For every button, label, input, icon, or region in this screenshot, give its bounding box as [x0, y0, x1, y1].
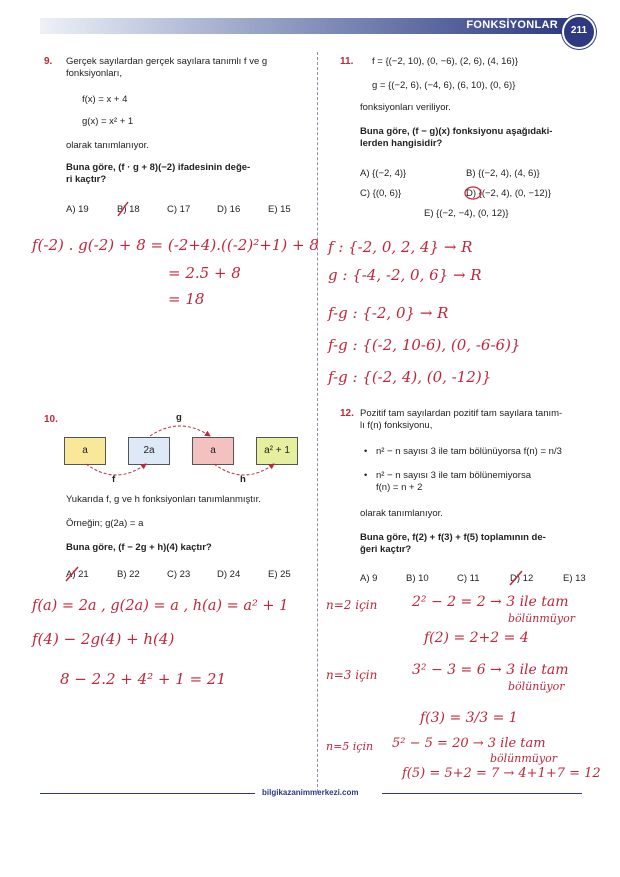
q10-arrow-g: [150, 426, 210, 436]
q11-ask1: Buna göre, (f − g)(x) fonksiyonu aşağıdaki-: [360, 126, 553, 137]
q9-handwriting-2: = 2.5 + 8: [168, 264, 241, 282]
q11-option-b[interactable]: B) {(−2, 4), (4, 6)}: [466, 168, 540, 179]
q11-g-def: g = {(−2, 6), (−4, 6), (6, 10), (0, 6)}: [372, 80, 516, 91]
q9-ask2: ri kaçtır?: [66, 174, 107, 185]
q11-option-d[interactable]: D) {(−2, 4), (0, −12)}: [466, 188, 552, 199]
q10-box-4: a² + 1: [256, 437, 298, 465]
q9-option-a[interactable]: A) 19: [66, 204, 89, 215]
q10-handwriting-3: 8 − 2.2 + 4² + 1 = 21: [60, 670, 227, 688]
q10-arrow-f-label: f: [112, 474, 116, 485]
q10-option-e[interactable]: E) 25: [268, 569, 291, 580]
q9-option-e[interactable]: E) 15: [268, 204, 291, 215]
q12-hw-f5: f(5) = 5+2 = 7 → 4+1+7 = 12: [402, 766, 601, 781]
q9-option-d[interactable]: D) 16: [217, 204, 241, 215]
q10-handwriting-1: f(a) = 2a , g(2a) = a , h(a) = a² + 1: [32, 598, 289, 614]
q11-option-a[interactable]: A) {(−2, 4)}: [360, 168, 407, 179]
q11-option-e[interactable]: E) {(−2, −4), (0, 12)}: [424, 208, 509, 219]
q12-ask1: Buna göre, f(2) + f(3) + f(5) toplamının de-: [360, 532, 546, 543]
q12-bullet-2a: n² − n sayısı 3 ile tam bölünemiyorsa: [376, 470, 531, 481]
q9-line1: Gerçek sayılardan gerçek sayılara tanımlı f ve g: [66, 56, 268, 67]
footer-line-left: [40, 793, 255, 794]
q12-option-d[interactable]: D) 12: [510, 573, 534, 584]
q10-option-a[interactable]: A) 21: [66, 569, 89, 580]
q10-arrow-h-label: h: [240, 474, 246, 485]
q11-handwriting-4: f-g : {(-2, 10-6), (0, -6-6)}: [328, 336, 521, 354]
q11-handwriting-3: f-g : {-2, 0} → R: [328, 304, 449, 322]
q9-option-c[interactable]: C) 17: [167, 204, 191, 215]
q12-hw-n2-label: n=2 için: [326, 598, 378, 612]
q11-f-def: f = {(−2, 10), (0, −6), (2, 6), (4, 16)}: [372, 56, 519, 67]
q12-hw-n5-label: n=5 için: [326, 740, 374, 753]
q12-hw-n3-label: n=3 için: [326, 668, 378, 682]
q12-hw-n3-calc: 3² − 3 = 6 → 3 ile tam: [412, 662, 569, 678]
q11-answer-mark: [465, 187, 481, 199]
q10-handwriting-2: f(4) − 2g(4) + h(4): [32, 630, 175, 648]
q11-number: 11.: [340, 56, 354, 67]
q9-defined: olarak tanımlanıyor.: [66, 140, 149, 151]
q12-option-e[interactable]: E) 13: [563, 573, 586, 584]
q12-bullet-2b: f(n) = n + 2: [376, 482, 423, 493]
q10-option-d[interactable]: D) 24: [217, 569, 241, 580]
q12-line1: Pozitif tam sayılardan pozitif tam sayılara tanım-: [360, 408, 563, 419]
q10-box-2: 2a: [128, 437, 170, 465]
q12-number: 12.: [340, 408, 354, 419]
q11-ask2: lerden hangisidir?: [360, 138, 443, 149]
q10-number: 10.: [44, 414, 58, 425]
q10-option-c[interactable]: C) 23: [167, 569, 191, 580]
q12-defined: olarak tanımlanıyor.: [360, 508, 443, 519]
q9-ask1: Buna göre, (f · g + 8)(−2) ifadesinin değe-: [66, 162, 251, 173]
q12-bullet-2-dot: •: [364, 470, 368, 481]
q12-answer-mark: [510, 571, 522, 585]
q10-example: Örneğin; g(2a) = a: [66, 518, 144, 529]
q9-answer-mark: [118, 202, 128, 216]
q11-handwriting-2: g : {-4, -2, 0, 6} → R: [328, 266, 482, 284]
q9-f-def: f(x) = x + 4: [82, 94, 128, 105]
q10-arrow-h: [214, 464, 274, 475]
q10-box-3: a: [192, 437, 234, 465]
q9-option-b[interactable]: B) 18: [117, 204, 140, 215]
q11-handwriting-5: f-g : {(-2, 4), (0, -12)}: [328, 368, 492, 386]
q9-handwriting-1: f(-2) . g(-2) + 8 = (-2+4).((-2)²+1) + 8: [32, 236, 319, 254]
q9-number: 9.: [44, 56, 53, 67]
q12-ask2: ğeri kaçtır?: [360, 544, 412, 555]
q12-hw-f3: f(3) = 3/3 = 1: [420, 710, 518, 726]
q9-line2: fonksiyonları,: [66, 68, 122, 79]
footer-line-right: [382, 793, 582, 794]
q11-handwriting-1: f : {-2, 0, 2, 4} → R: [328, 238, 473, 256]
q12-hw-n5-calc: 5² − 5 = 20 → 3 ile tam: [392, 736, 546, 751]
q12-option-b[interactable]: B) 10: [406, 573, 429, 584]
q12-line2: lı f(n) fonksiyonu,: [360, 420, 433, 431]
q10-answer-mark: [66, 567, 78, 581]
page-number: 211: [570, 25, 588, 36]
q10-box-1: a: [64, 437, 106, 465]
q10-ask: Buna göre, (f − 2g + h)(4) kaçtır?: [66, 542, 212, 553]
q10-arrow-f: [86, 464, 146, 475]
q12-option-a[interactable]: A) 9: [360, 573, 378, 584]
q10-arrow-g-label: g: [176, 412, 182, 423]
q12-bullet-1: n² − n sayısı 3 ile tam bölünüyorsa f(n) = n/3: [376, 446, 562, 457]
q12-hw-n2-calc: 2² − 2 = 2 → 3 ile tam: [412, 594, 569, 610]
q10-option-b[interactable]: B) 22: [117, 569, 140, 580]
q9-handwriting-3: = 18: [168, 290, 205, 308]
q12-bullet-1-dot: •: [364, 446, 368, 457]
q9-g-def: g(x) = x² + 1: [82, 116, 134, 127]
q11-option-c[interactable]: C) {(0, 6)}: [360, 188, 402, 199]
q10-line1: Yukarıda f, g ve h fonksiyonları tanımlanmıştır.: [66, 494, 261, 505]
q11-given: fonksiyonları veriliyor.: [360, 102, 451, 113]
q12-option-c[interactable]: C) 11: [457, 573, 480, 584]
footer-site[interactable]: bilgikazanimmerkezi.com: [262, 788, 359, 797]
chapter-title: FONKSİYONLAR: [466, 19, 558, 31]
q12-hw-n2-note: bölünmüyor: [508, 612, 575, 625]
q12-hw-n3-note: bölünüyor: [508, 680, 565, 693]
q12-hw-n5-note: bölünmüyor: [490, 752, 557, 765]
q12-hw-f2: f(2) = 2+2 = 4: [424, 630, 529, 646]
